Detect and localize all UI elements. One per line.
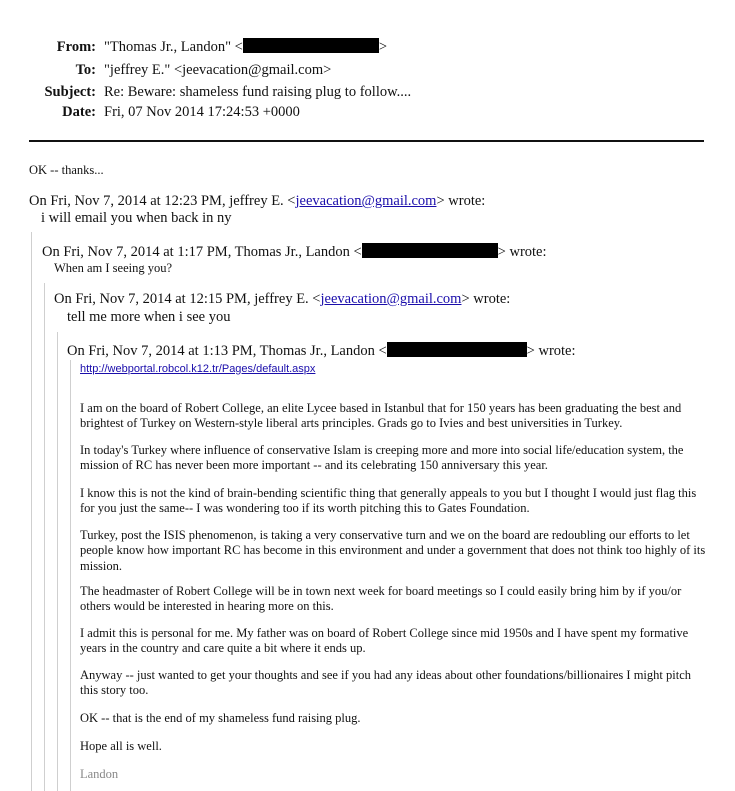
quote-bar-4 <box>70 360 71 791</box>
from-value: "Thomas Jr., Landon" < > <box>104 39 388 55</box>
paragraph: The headmaster of Robert College will be in town next week for board meetings so I could easily bring him by if you/or others would be interested in hearing more on this. <box>80 584 682 614</box>
quote1-attribution <box>29 193 485 210</box>
quote2-post: > wrote: <box>497 244 547 260</box>
quote3-email-link[interactable]: jeevacation@gmail.com <box>320 291 462 307</box>
paragraph: Anyway -- just wanted to get your thoughts and see if you had any ideas about other foundations/billionaires I might pitch this story too. <box>80 668 691 698</box>
header-divider <box>29 140 704 142</box>
quote4-pre: On Fri, Nov 7, 2014 at 1:13 PM, Thomas Jr., Landon < <box>67 343 387 359</box>
quote2-attribution <box>42 243 547 261</box>
subject-value: Re: Beware: shameless fund raising plug to follow.... <box>104 84 412 100</box>
school-link-line <box>80 359 315 377</box>
to-value: "jeffrey E." <jeevacation@gmail.com> <box>104 62 332 78</box>
reply-text: OK -- thanks... <box>29 163 104 177</box>
to-label: To: <box>75 62 96 78</box>
paragraph: Turkey, post the ISIS phenomenon, is taking a very conservative turn and we on the board are redoubling our efforts to let people know how important RC has become in this environment and under a government that does not think too highly of its mission. <box>80 528 706 573</box>
quote2-body: When am I seeing you? <box>54 261 173 275</box>
quote4-post: > wrote: <box>526 343 576 359</box>
quote1-body: i will email you when back in ny <box>41 210 232 226</box>
paragraph: I know this is not the kind of brain-bending scientific thing that generally appeals to you but I thought I would just flag this for you just the same-- I was wondering too if its worth pitching this to Gates Foundation. <box>80 486 697 516</box>
paragraph: Hope all is well. <box>80 739 162 753</box>
quote3-attribution <box>54 291 510 308</box>
from-label: From: <box>56 39 96 55</box>
quote-bar-2 <box>44 283 45 791</box>
quote3-body: tell me more when i see you <box>67 309 231 325</box>
quote1-pre: On Fri, Nov 7, 2014 at 12:23 PM, jeffrey E. < <box>29 193 296 209</box>
paragraph: I admit this is personal for me. My father was on board of Robert College since mid 1950s and I have spent my formative years in the country and care quite a bit where it ends up. <box>80 626 689 656</box>
redacted-email <box>387 342 527 357</box>
quote3-post: > wrote: <box>461 291 511 307</box>
from-name: "Thomas Jr., Landon" < <box>104 39 243 55</box>
quote-bar-1 <box>31 232 32 791</box>
date-label: Date: <box>62 104 96 120</box>
signature: Landon <box>80 767 119 781</box>
subject-label: Subject: <box>44 84 96 100</box>
quote4-attribution <box>67 342 576 360</box>
redacted-email <box>243 38 379 53</box>
redacted-email <box>362 243 498 258</box>
quote3-pre: On Fri, Nov 7, 2014 at 12:15 PM, jeffrey E. < <box>54 291 321 307</box>
quote2-pre: On Fri, Nov 7, 2014 at 1:17 PM, Thomas Jr., Landon < <box>42 244 362 260</box>
school-website-link[interactable]: http://webportal.robcol.k12.tr/Pages/default.aspx <box>80 363 316 375</box>
quote1-post: > wrote: <box>436 193 486 209</box>
paragraph: OK -- that is the end of my shameless fund raising plug. <box>80 711 361 725</box>
quote1-email-link[interactable]: jeevacation@gmail.com <box>295 193 437 209</box>
quote-bar-3 <box>57 332 58 791</box>
date-value: Fri, 07 Nov 2014 17:24:53 +0000 <box>104 104 300 120</box>
paragraph: I am on the board of Robert College, an elite Lycee based in Istanbul that for 150 years has been graduating the best and brightest of Turkey on Western-style liberal arts principles. Grads go to Ivies and best universities in Turkey. <box>80 401 682 431</box>
paragraph: In today's Turkey where influence of conservative Islam is creeping more and more into social life/education system, the mission of RC has never been more important -- and its celebrating 150 anniversary this year. <box>80 443 684 473</box>
